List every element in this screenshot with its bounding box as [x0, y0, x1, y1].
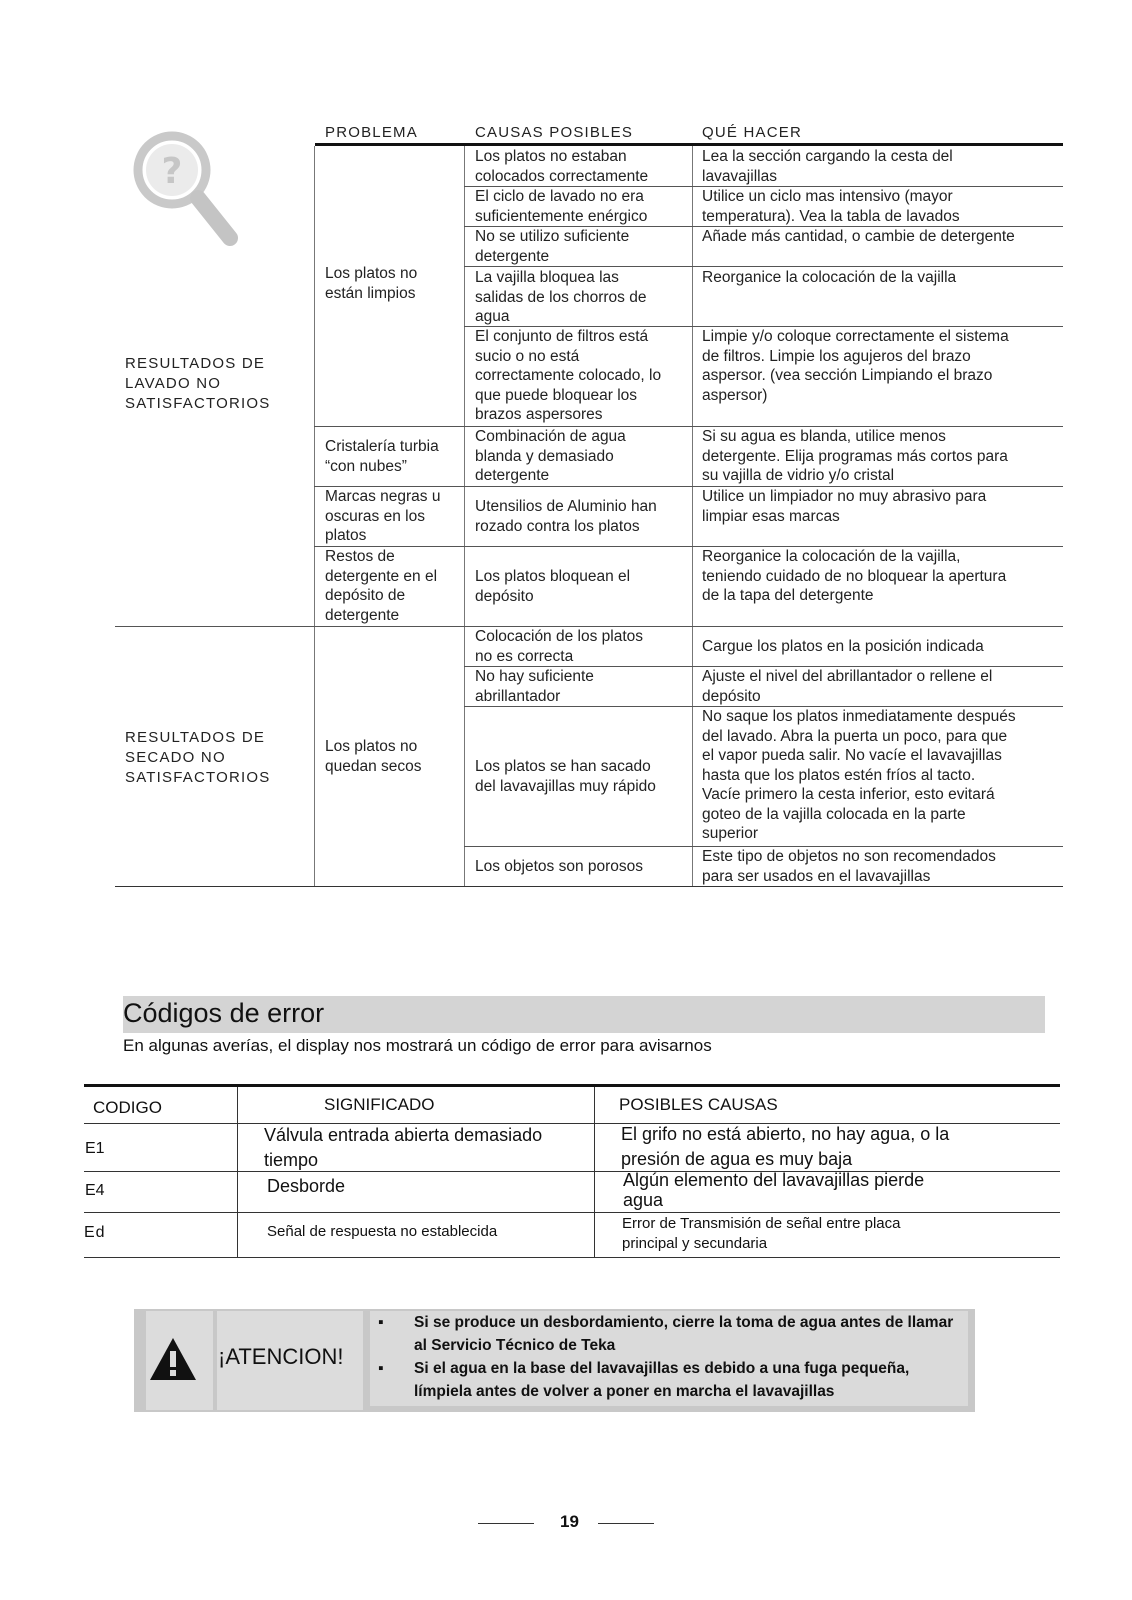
page-number-rule-right	[598, 1523, 654, 1524]
column-divider	[692, 146, 693, 886]
cause-cell: El conjunto de filtros está sucio o no está correctamente colocado, lo que puede bloquear los brazos aspersores	[475, 328, 662, 423]
warning-list	[374, 1311, 966, 1403]
cause-cell: No se utilizo suficiente detergente	[475, 228, 630, 265]
table-bottom-rule	[115, 886, 1063, 887]
page-number: 19	[560, 1512, 579, 1531]
error-column-divider	[237, 1087, 238, 1257]
action-cell: Ajuste el nivel del abrillantador o rellene el depósito	[702, 668, 993, 705]
action-cell: Reorganice la colocación de la vajilla	[702, 269, 957, 286]
warning-item: ▪ Si se produce un desbordamiento, cierre la toma de agua antes de llamar al Servicio Técnico de Teka	[374, 1311, 966, 1357]
action-cell: Si su agua es blanda, utilice menos detergente. Elija programas más cortos para su vajilla de vidrio y/o cristal	[702, 428, 1008, 484]
category-lavado: RESULTADOS DE LAVADO NO SATISFACTORIOS	[125, 355, 271, 412]
cause-cell: Colocación de los platos no es correcta	[475, 628, 644, 665]
action-cell: Lea la sección cargando la cesta del lavavajillas	[702, 148, 953, 185]
header-rule	[315, 143, 1063, 146]
error-header-causes: POSIBLES CAUSAS	[619, 1095, 778, 1114]
warning-label: ¡ATENCION!	[218, 1344, 344, 1369]
warning-item: ▪ Si el agua en la base del lavavajillas es debido a una fuga pequeña, límpiela antes de volver a poner en marcha el lavavajillas	[374, 1357, 966, 1403]
error-column-divider	[594, 1087, 595, 1257]
cause-cell: Los objetos son porosos	[475, 858, 644, 875]
svg-text:?: ?	[161, 151, 183, 192]
bullet-icon: ▪	[378, 1314, 384, 1331]
error-cause: Error de Transmisión de señal entre placa principal y secundaria	[622, 1215, 901, 1252]
problem-marcas: Marcas negras u oscuras en los platos	[325, 488, 441, 544]
page-number-rule-left	[478, 1523, 534, 1524]
bullet-icon: ▪	[378, 1360, 384, 1377]
cause-cell: El ciclo de lavado no era suficientemente enérgico	[475, 188, 648, 225]
section-title-bar	[123, 996, 1045, 1033]
header-que-hacer: QUÉ HACER	[702, 124, 802, 141]
error-code: E4	[85, 1182, 105, 1199]
action-cell: Reorganice la colocación de la vajilla, teniendo cuidado de no bloquear la apertura de la tapa del detergente	[702, 548, 1007, 604]
header-causas: CAUSAS POSIBLES	[475, 124, 634, 141]
problem-restos: Restos de detergente en el depósito de detergente	[325, 548, 438, 624]
action-cell: Cargue los platos en la posición indicada	[702, 638, 984, 655]
column-divider	[464, 146, 465, 886]
action-cell: No saque los platos inmediatamente después del lavado. Abra la puerta un poco, para que el vapor pueda salir. No vacíe el lavavajillas hasta que los platos estén fríos al tacto. Vacíe primero la cesta inferior, esto evitará goteo de la vajilla colocada en la parte superior	[702, 708, 1016, 842]
error-row-rule	[84, 1212, 1060, 1213]
error-table-top-rule	[84, 1084, 1060, 1087]
action-cell: Utilice un limpiador no muy abrasivo para limpiar esas marcas	[702, 488, 987, 525]
cause-cell: Utensilios de Aluminio han rozado contra los platos	[475, 498, 657, 535]
error-code: E1	[85, 1140, 105, 1157]
error-meaning: Válvula entrada abierta demasiado tiempo	[264, 1125, 543, 1170]
header-problema: PROBLEMA	[325, 124, 418, 141]
cause-cell: La vajilla bloquea las salidas de los chorros de agua	[475, 269, 647, 325]
problem-no-limpios: Los platos no están limpios	[325, 265, 418, 302]
category-secado: RESULTADOS DE SECADO NO SATISFACTORIOS	[125, 729, 271, 786]
error-meaning: Señal de respuesta no establecida	[267, 1223, 498, 1240]
error-table-bottom-rule	[84, 1257, 1060, 1258]
error-header-code: CODIGO	[93, 1098, 162, 1117]
action-cell: Utilice un ciclo mas intensivo (mayor temperatura). Vea la tabla de lavados	[702, 188, 960, 225]
error-cause: Algún elemento del lavavajillas pierde agua	[623, 1170, 925, 1210]
cause-cell: No hay suficiente abrillantador	[475, 668, 594, 705]
error-cause: El grifo no está abierto, no hay agua, o la presión de agua es muy baja	[621, 1124, 950, 1169]
action-cell: Este tipo de objetos no son recomendados para ser usados en el lavavajillas	[702, 848, 996, 885]
problem-cristaleria: Cristalería turbia “con nubes”	[325, 438, 439, 475]
error-header-meaning: SIGNIFICADO	[324, 1095, 435, 1114]
problem-no-secos: Los platos no quedan secos	[325, 738, 422, 775]
action-cell: Añade más cantidad, o cambie de detergente	[702, 228, 1015, 245]
error-code: Ed	[84, 1224, 106, 1241]
action-cell: Limpie y/o coloque correctamente el sistema de filtros. Limpie los agujeros del brazo aspersor. (vea sección Limpiando el brazo aspersor)	[702, 328, 1009, 404]
cause-cell: Combinación de agua blanda y demasiado detergente	[475, 428, 626, 484]
error-meaning: Desborde	[267, 1176, 346, 1196]
section-intro: En algunas averías, el display nos mostrará un código de error para avisarnos	[123, 1036, 712, 1055]
column-divider	[314, 146, 315, 886]
section-title: Códigos de error	[123, 998, 325, 1028]
cause-cell: Los platos no estaban colocados correctamente	[475, 148, 649, 185]
cause-cell: Los platos bloquean el depósito	[475, 568, 631, 605]
warning-triangle-icon	[148, 1336, 198, 1382]
row-rule	[464, 266, 1063, 267]
magnifier-question-icon	[130, 128, 245, 253]
cause-cell: Los platos se han sacado del lavavajillas muy rápido	[475, 758, 656, 795]
